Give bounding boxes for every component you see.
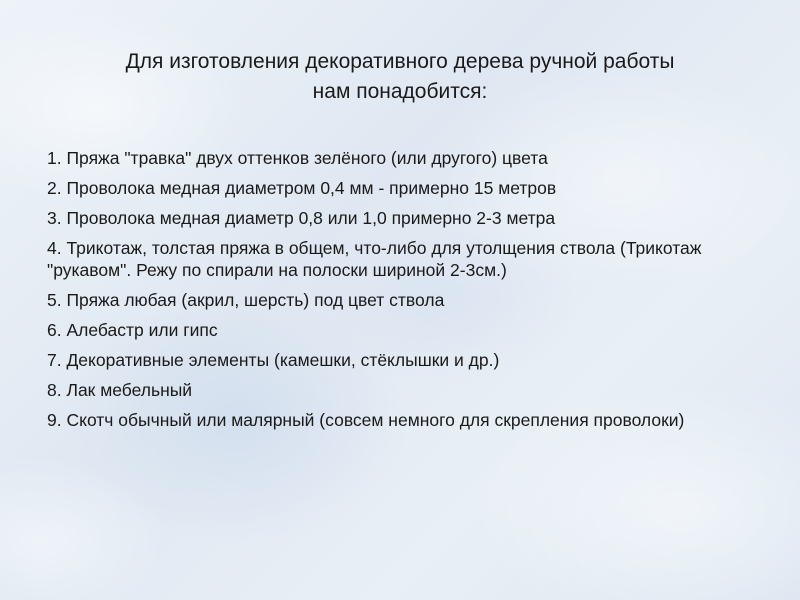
list-item: 4. Трикотаж, толстая пряжа в общем, что-либо для утолщения ствола (Трикотаж "рукавом". Режу по спирали на полоски шириной 2-3см.) [47, 238, 702, 280]
materials-list [47, 147, 767, 439]
list-item: 3. Проволока медная диаметр 0,8 или 1,0 примерно 2-3 метра [47, 208, 556, 228]
list-item: 2. Проволока медная диаметром 0,4 мм - примерно 15 метров [47, 178, 557, 198]
title-line-2: нам понадобится: [312, 80, 488, 103]
slide-title [40, 47, 760, 107]
list-item: 7. Декоративные элементы (камешки, стёклышки и др.) [47, 350, 500, 370]
list-item: 8. Лак мебельный [47, 380, 193, 400]
list-item: 6. Алебастр или гипс [47, 320, 218, 340]
title-line-1: Для изготовления декоративного дерева ручной работы [125, 50, 675, 73]
list-item: 9. Скотч обычный или малярный (совсем немного для скрепления проволоки) [47, 410, 685, 430]
list-item: 5. Пряжа любая (акрил, шерсть) под цвет ствола [47, 290, 445, 310]
list-item: 1. Пряжа "травка" двух оттенков зелёного (или другого) цвета [47, 148, 548, 168]
